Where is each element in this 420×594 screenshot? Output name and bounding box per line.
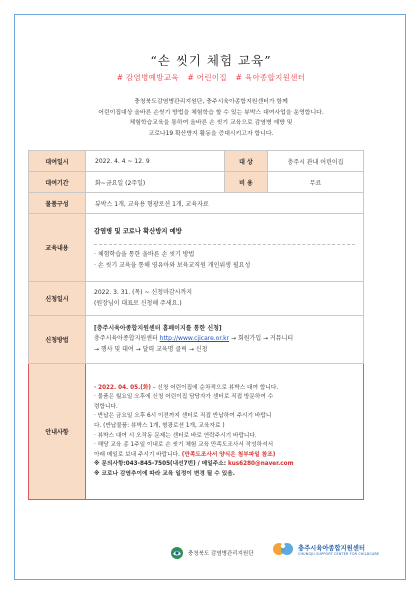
- guide-notice-line: ※ 코로나 감염추이에 따라 교육 일정이 변경 될 수 있음.: [94, 470, 235, 477]
- intro-line: 어린이집대상 올바른 손씻기 방법을 체험학습 할 수 있는 뷰박스 대여사업을 운영합니다.: [98, 109, 324, 116]
- guide-line: 령합니다.: [94, 403, 118, 410]
- hashtag-daycare: # 어린이집: [187, 73, 227, 82]
- table-row-guide: [29, 364, 364, 500]
- table-row-period: [29, 151, 364, 172]
- apply-method-cell: [86, 316, 364, 364]
- apply-method-heading: [충주시육아종합지원센터 홈페이지를 통한 신청]: [94, 324, 222, 332]
- cost-label: 비 용: [225, 172, 268, 193]
- content-bullet: · 체험학습을 통한 올바른 손 씻기 방법: [94, 251, 195, 258]
- period-label: 대여일시: [29, 151, 86, 172]
- guide-line: [94, 451, 355, 461]
- apply-method-label: 신청방법: [29, 316, 86, 364]
- intro-paragraph: [25, 97, 397, 139]
- footer-right-text: [298, 543, 379, 556]
- content-label: 교육내용: [29, 214, 86, 282]
- contact-email[interactable]: kus6280@naver.com: [227, 461, 294, 468]
- table-row-items: [29, 193, 364, 214]
- items-value: 뷰박스 1개, 교육용 형광로션 1개, 교육자료: [86, 193, 364, 214]
- guide-attachment-note: (만족도조사서 양식은 첨부파일 참조): [181, 451, 276, 458]
- table-row-apply-date: [29, 282, 364, 316]
- footer-right-name: 충주시육아종합지원센터: [298, 544, 365, 552]
- hashtag-row: [15, 72, 407, 83]
- hashtag-infection-education: # 감염병예방교육: [116, 73, 179, 82]
- table-row-duration: [29, 172, 364, 193]
- guide-contact-text: ※ 문의사항:043-845-7505(내선7번) / 메일주소:: [94, 461, 228, 468]
- page-title: “손 씻기 체험 교육”: [150, 53, 272, 68]
- guide-line: · 반납은 금요일 오후 6시 이전까지 센터로 직접 반납하여 주시기 바랍니: [94, 413, 272, 420]
- items-label: 물품구성: [29, 193, 86, 214]
- footer-left-logo: [170, 546, 254, 560]
- guide-cell: [86, 364, 364, 500]
- guide-contact-line: [94, 460, 355, 470]
- table-row-apply-method: [29, 316, 364, 364]
- cost-value: 무료: [268, 172, 364, 193]
- content-bullet: · 손 씻기 교육을 통해 영유아와 보육교직원 개인위생 필요성: [94, 261, 251, 269]
- info-table: [28, 150, 364, 500]
- guide-line: 다. (반납물품: 뷰박스 1개, 형광로션 1개, 교육자료 ): [94, 422, 225, 429]
- duration-label: 대여기간: [29, 172, 86, 193]
- target-value: 충주시 관내 어린이집: [268, 151, 364, 172]
- guide-text: – 신청 어린이집에 순차적으로 뷰박스 대여 합니다.: [150, 384, 279, 391]
- province-emblem-icon: [170, 546, 184, 560]
- apply-date-note: (원장님이 대표로 신청해 주세요.): [94, 299, 182, 307]
- guide-line: · 물품은 월요일 오후에 신청 어린이집 담당자가 센터로 직접 방문하여 수: [94, 394, 274, 401]
- guide-date: · 2022. 04. 05.(화): [94, 384, 151, 391]
- dashed-divider: [94, 244, 355, 245]
- apply-date-cell: [86, 282, 364, 316]
- duration-value: 화~금요일 (2주일): [86, 172, 225, 193]
- content-heading: 감염병 및 코로나 확산방지 예방: [94, 228, 182, 235]
- guide-text: 아래 메일로 보내 주시기 바랍니다.: [94, 451, 182, 458]
- target-label: 대 상: [225, 151, 268, 172]
- period-value: 2022. 4. 4 ~ 12. 9: [86, 151, 225, 172]
- footer-right-logo: [272, 540, 379, 558]
- homepage-link[interactable]: http://www.cjicare.or.kr: [159, 335, 230, 343]
- apply-method-step2: → 행사 및 대여 → 달력 교육명 클릭 → 신청: [94, 345, 208, 353]
- hashtag-childcare-center: # 육아종합지원센터: [235, 73, 306, 82]
- guide-line: · 뷰박스 대여 시 오작동 문제는 센터로 바로 연락주시기 바랍니다.: [94, 432, 257, 439]
- apply-date-label: 신청일시: [29, 282, 86, 316]
- apply-date-line: 2022. 3. 31. (목) ~ 신청마감시까지: [94, 289, 193, 296]
- content-cell: [86, 214, 364, 282]
- guide-label: 안내사항: [29, 364, 86, 500]
- intro-line: 코로나19 확산방지 활동을 증대시키고자 합니다.: [148, 130, 274, 137]
- guide-line: · 해당 교육 종 1주일 이내로 손 씻기 체험 교육 만족도조사서 작성하셔서: [94, 442, 274, 449]
- apply-method-text: 충주시육아종합지원센터: [94, 335, 160, 343]
- apply-method-text: → 회원가입 → 커뮤니티: [229, 335, 294, 343]
- footer-left-org: 충청북도 감염병관리지원단: [188, 551, 254, 557]
- intro-line: 체험학습교육을 통하여 올바른 손 씻기 교육으로 감염병 예방 및: [129, 120, 293, 126]
- apply-method-step1: [94, 334, 355, 345]
- guide-line: [94, 384, 355, 394]
- intro-line: 충청북도감염병관리지원단, 충주시육아종합지원센터가 함께: [134, 99, 288, 105]
- childcare-center-logo-icon: [272, 540, 294, 558]
- table-row-content: [29, 214, 364, 282]
- footer-right-name-en: CHUNGJU SUPPORT CENTER FOR CHILDCARE: [298, 551, 380, 556]
